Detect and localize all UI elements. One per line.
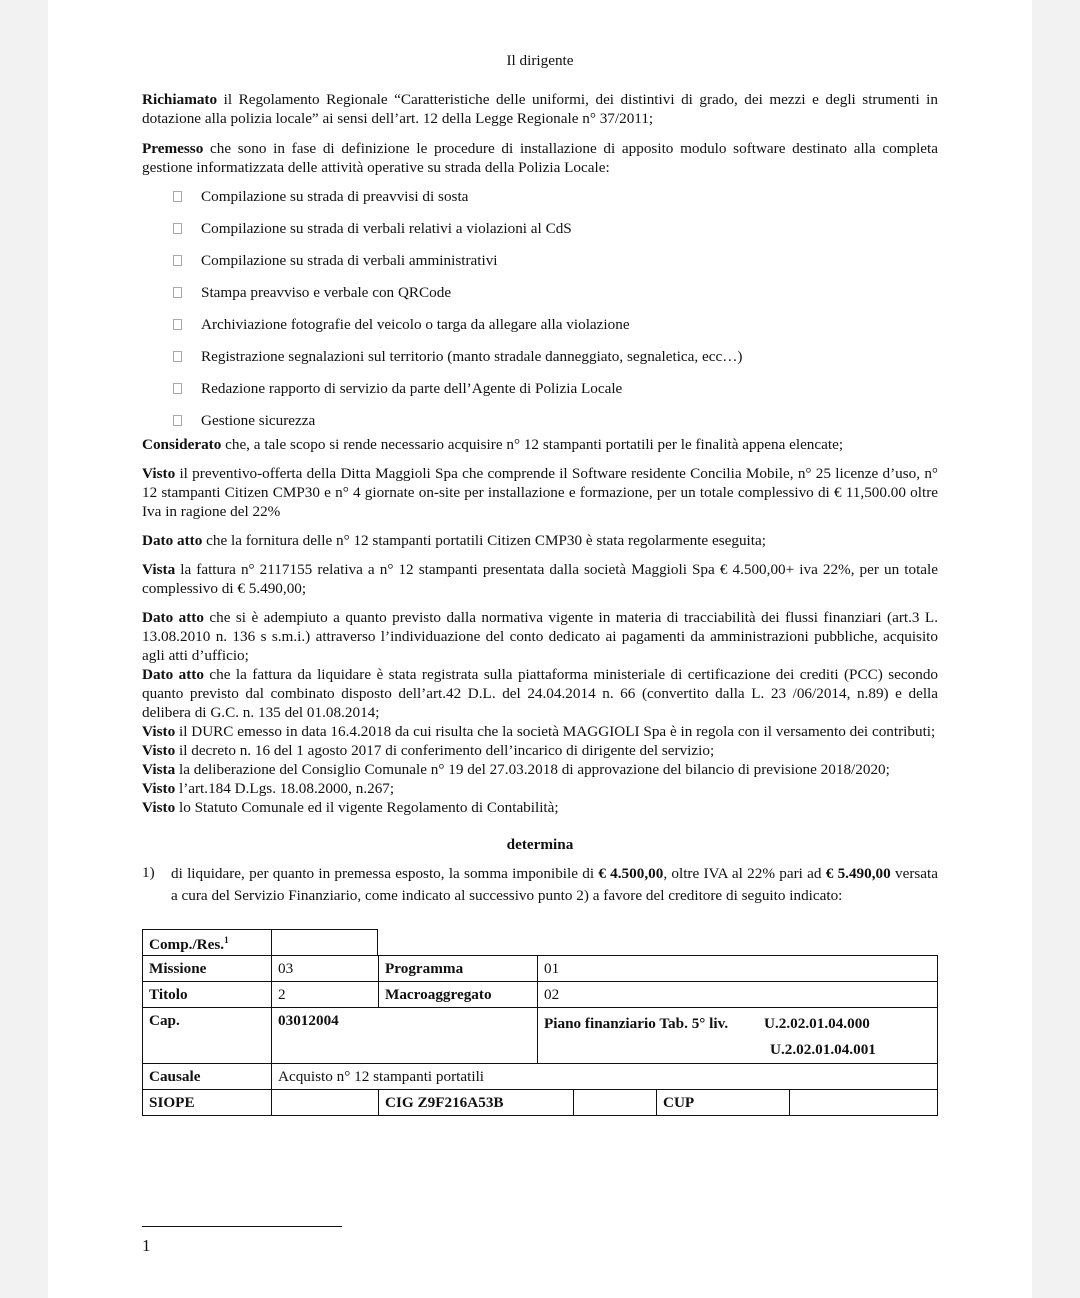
table-row — [143, 1064, 938, 1090]
table-row — [143, 1008, 938, 1064]
paragraph-dato-atto-pcc: Dato atto che la fattura da liquidare è stata registrata sulla piattaforma ministeriale di certificazione dei crediti (PCC) secondo quanto previsto dal combinato disposto dell’art.42 D.L. del 24.04.2014 n. 66 (convertito dalla L. 23 /06/2014, n.89) e della delibera di G.C. n. 135 del 01.08.2014; — [142, 666, 939, 721]
programma-value: 01 — [538, 956, 938, 982]
text-considerato: che, a tale scopo si rende necessario acquisire n° 12 stampanti portatili per le finalità appena elencate; — [221, 436, 844, 453]
table-row — [143, 1090, 938, 1116]
text-premesso: che sono in fase di definizione le procedure di installazione di apposito modulo software destinato alla completa gestione informatizzata delle attività operative su strada della Polizia Locale: — [142, 140, 938, 176]
comp-res-label: Comp./Res.$^1$ — [143, 930, 272, 956]
missione-label: Missione — [143, 956, 272, 982]
list-item: Compilazione su strada di verbali relativi a violazioni al CdS — [142, 219, 938, 251]
list-item: Archiviazione fotografie del veicolo o targa da allegare alla violazione — [142, 315, 938, 347]
text-richiamato: il Regolamento Regionale “Caratteristiche delle uniformi, dei distintivi di grado, dei mezzi e degli strumenti in dotazione alla polizia locale” ai sensi dell’art. 12 della Legge Regionale n° 37/2011; — [142, 91, 938, 127]
missione-value: 03 — [272, 956, 379, 982]
list-item: Stampa preavviso e verbale con QRCode — [142, 283, 938, 315]
paragraph-premesso — [142, 139, 938, 177]
cap-label: Cap. — [143, 1008, 272, 1064]
footnote-mark: 1 — [224, 934, 229, 945]
document-body — [142, 0, 938, 1116]
activity-list — [142, 187, 938, 435]
checkbox-icon — [173, 255, 182, 266]
checkbox-icon — [173, 383, 182, 394]
financial-table-wrapper — [142, 929, 938, 1116]
lead-vista: Vista — [142, 561, 176, 578]
cap-value: 03012004 — [272, 1008, 538, 1064]
lead-premesso: Premesso — [142, 140, 204, 157]
table-row — [143, 956, 938, 982]
siope-value — [272, 1090, 379, 1116]
programma-label: Programma — [379, 956, 538, 982]
list-item: Registrazione segnalazioni sul territorio (manto stradale danneggiato, segnaletica, ecc…) — [142, 347, 938, 379]
checkbox-icon — [173, 319, 182, 330]
piano-value-1: U.2.02.01.04.000 — [764, 1015, 870, 1032]
lead-visto: Visto — [142, 465, 176, 482]
paragraph-vista-fattura — [142, 560, 938, 598]
checkbox-icon — [173, 191, 182, 202]
siope-label: SIOPE — [143, 1090, 272, 1116]
table-row — [143, 982, 938, 1008]
piano-row — [544, 1011, 931, 1037]
piano-label: Piano finanziario Tab. 5° liv. — [544, 1015, 729, 1032]
lead-dato-atto: Dato atto — [142, 532, 203, 549]
causale-value: Acquisto n° 12 stampanti portatili — [272, 1064, 938, 1090]
list-item: Gestione sicurezza — [142, 411, 938, 435]
titolo-label: Titolo — [143, 982, 272, 1008]
text-visto-preventivo: il preventivo-offerta della Ditta Maggioli Spa che comprende il Software residente Concilia Mobile, n° 25 licenze d’uso, n° 12 stampanti Citizen CMP30 e n° 4 giornate on-site per installazione e formazione, per un totale complessivo di € 11,500.00 oltre Iva in ragione del 22% — [142, 465, 938, 520]
document-page — [48, 0, 1032, 1298]
footnote-separator — [142, 1226, 342, 1227]
list-item: Compilazione su strada di verbali amministrativi — [142, 251, 938, 283]
cig-code: CIG Z9F216A53B — [379, 1090, 574, 1116]
page-number: 1 — [142, 1236, 151, 1255]
determina-item-1 — [142, 863, 938, 907]
checkbox-icon — [173, 415, 182, 426]
piano-finanziario-cell — [538, 1008, 938, 1064]
financial-table-top — [142, 929, 378, 956]
paragraph-considerato — [142, 435, 938, 454]
document-title: Il dirigente — [506, 52, 574, 69]
lead-considerato: Considerato — [142, 436, 222, 453]
checkbox-icon — [173, 351, 182, 362]
text-dato-atto-fornitura: che la fornitura delle n° 12 stampanti portatili Citizen CMP30 è stata regolarmente eseguita; — [202, 532, 766, 549]
paragraph-visto-decreto: Visto il decreto n. 16 del 1 agosto 2017 di conferimento dell’incarico di dirigente del servizio; — [142, 742, 715, 759]
cig-value — [574, 1090, 657, 1116]
paragraph-visto-durc: Visto il DURC emesso in data 16.4.2018 da cui risulta che la società MAGGIOLI Spa è in regola con il versamento dei contributi; — [142, 723, 936, 740]
table-row — [143, 930, 378, 956]
cup-label: CUP — [657, 1090, 790, 1116]
piano-value-2: U.2.02.01.04.001 — [770, 1041, 876, 1058]
financial-table-siope — [142, 1089, 938, 1116]
paragraph-visto-statuto: Visto lo Statuto Comunale ed il vigente Regolamento di Contabilità; — [142, 799, 559, 816]
paragraph-vista-deliberazione: Vista la deliberazione del Consiglio Comunale n° 19 del 27.03.2018 di approvazione del bilancio di previsione 2018/2020; — [142, 761, 890, 778]
macroaggregato-label: Macroaggregato — [379, 982, 538, 1008]
paragraph-richiamato — [142, 90, 938, 128]
list-item: Compilazione su strada di preavvisi di sosta — [142, 187, 938, 219]
recitals-block — [142, 608, 938, 817]
section-heading-determina: determina — [506, 836, 574, 853]
list-item: Redazione rapporto di servizio da parte dell’Agente di Polizia Locale — [142, 379, 938, 411]
checkbox-icon — [173, 223, 182, 234]
comp-res-value — [271, 930, 377, 956]
paragraph-visto-preventivo — [142, 464, 938, 521]
financial-table — [142, 955, 938, 1090]
macroaggregato-value: 02 — [538, 982, 938, 1008]
lead-richiamato: Richiamato — [142, 91, 218, 108]
paragraph-dato-atto-tracciabilita: Dato atto che si è adempiuto a quanto previsto dalla normativa vigente in materia di tracciabilità dei flussi finanziari (art.3 L. 13.08.2010 n. 136 s s.m.i.) attraverso l’individuazione del conto dedicato ai pagamenti da amministrazioni pubbliche, acquisito agli atti d’ufficio; — [142, 609, 939, 664]
paragraph-dato-atto-fornitura — [142, 531, 938, 550]
item-number: 1) — [142, 864, 155, 881]
item-text: di liquidare, per quanto in premessa esposto, la somma imponibile di € 4.500,00, oltre IVA al 22% pari ad € 5.490,00 versata a cura del Servizio Finanziario, come indicato al successivo punto 2) a favore del creditore di seguito indicato: — [171, 865, 938, 904]
cup-value — [790, 1090, 938, 1116]
checkbox-icon — [173, 287, 182, 298]
paragraph-visto-art184: Visto l’art.184 D.Lgs. 18.08.2000, n.267; — [142, 780, 395, 797]
causale-label: Causale — [143, 1064, 272, 1090]
text-vista-fattura: la fattura n° 2117155 relativa a n° 12 stampanti presentata dalla società Maggioli Spa € 4.500,00+ iva 22%, per un totale complessivo di € 5.490,00; — [142, 561, 938, 597]
titolo-value: 2 — [272, 982, 379, 1008]
